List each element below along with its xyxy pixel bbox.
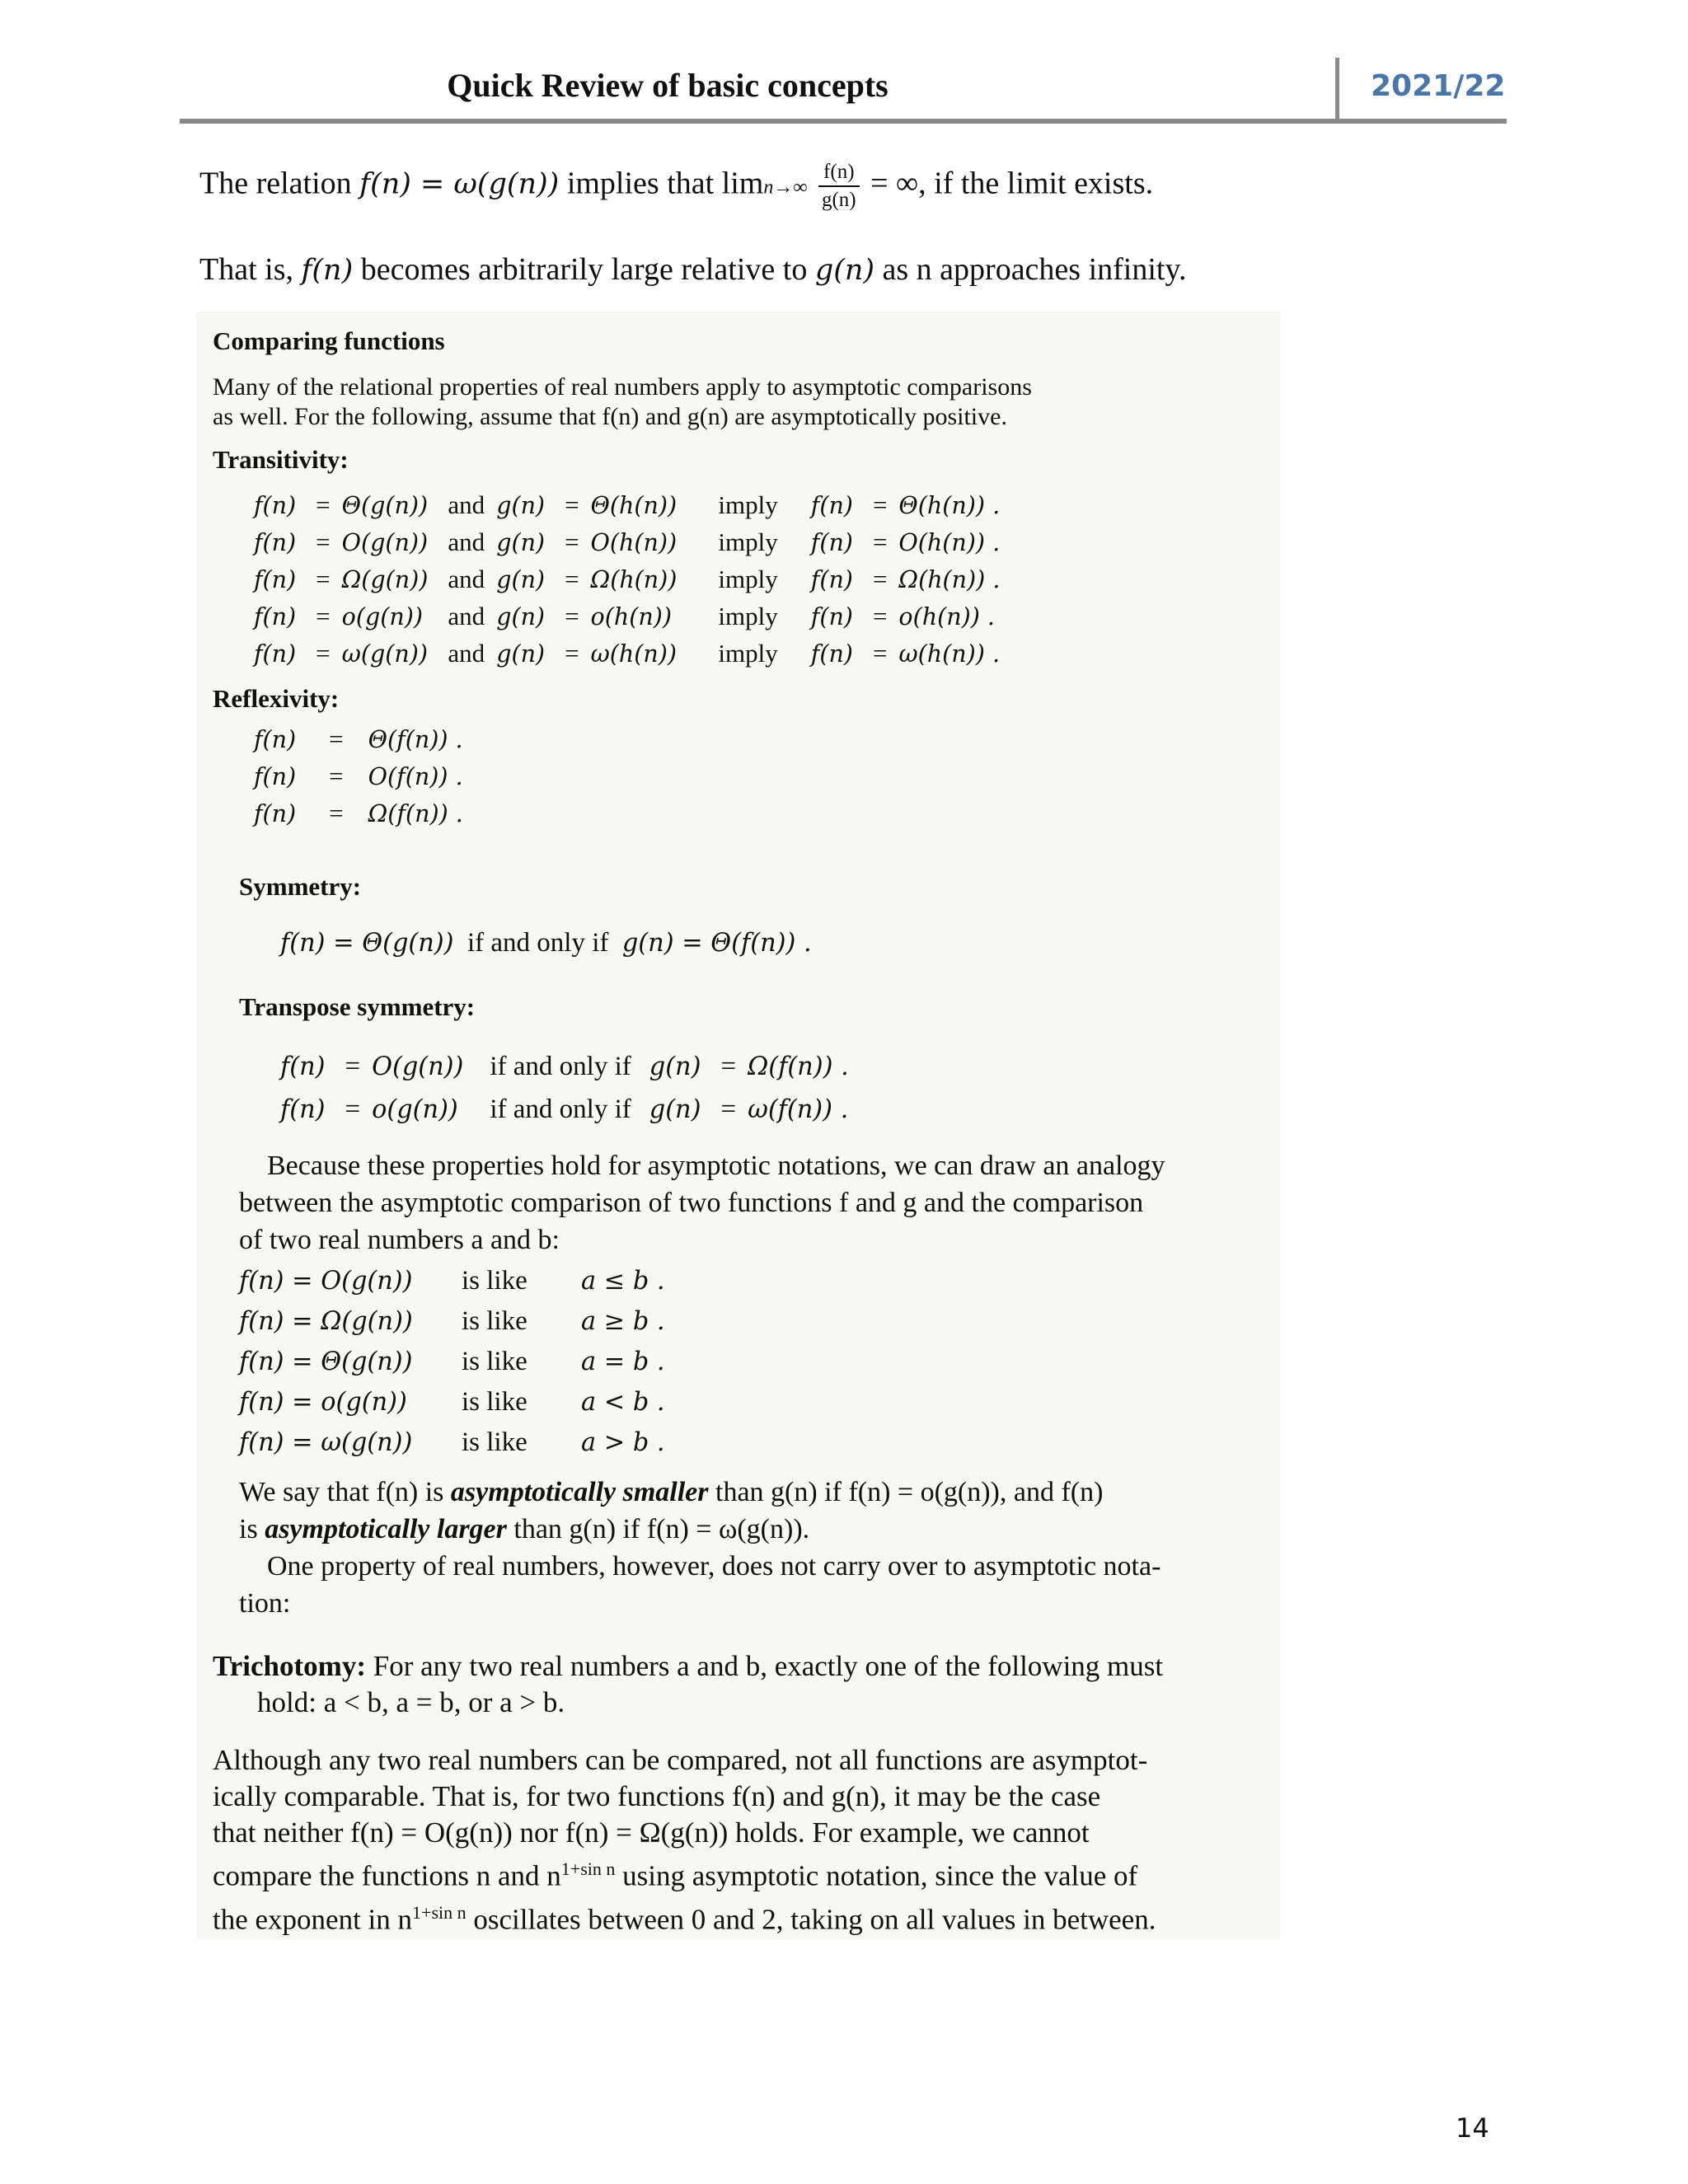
cell: = [872, 638, 888, 668]
cell: o(g(n)) [341, 602, 423, 630]
exponent: 1+sin n [412, 1901, 467, 1923]
cell: = [316, 601, 331, 630]
cell: = [720, 1094, 737, 1124]
cell: f(n) [254, 565, 297, 593]
transpose-row [280, 1088, 857, 1131]
emphasis: asymptotically smaller [450, 1477, 709, 1507]
text: the exponent in n [213, 1903, 413, 1936]
that-is-text-b: becomes arbitrarily large relative to [360, 252, 808, 287]
cell: imply [718, 601, 778, 630]
fraction-numerator: f(n) [818, 161, 860, 187]
analogy-line-2: between the asymptotic comparison of two functions f and g and the comparison [239, 1188, 1144, 1218]
cell: ω(g(n)) [341, 640, 429, 668]
cell: Ω(g(n)) [341, 565, 429, 593]
cell: a ≤ b . [581, 1267, 665, 1296]
header-divider [1335, 58, 1339, 122]
cell: f(n) [254, 640, 297, 668]
cell: g(n) [649, 1094, 701, 1124]
cell: f(n) [280, 1094, 326, 1124]
cell: if and only if [490, 1051, 631, 1081]
comparing-paragraph [213, 373, 1276, 432]
text: compare the functions n and n [213, 1859, 561, 1892]
comparing-line-1: Many of the relational properties of real numbers apply to asymptotic comparisons [213, 373, 1032, 401]
cell: is like [462, 1387, 528, 1417]
cell: f(n) = o(g(n)) [239, 1388, 407, 1417]
cell: Θ(f(n)) . [368, 725, 463, 753]
transpose-heading: Transpose symmetry: [239, 992, 476, 1021]
cell: g(n) [496, 565, 546, 593]
reflexivity-table [254, 720, 471, 832]
header-title: Quick Review of basic concepts [447, 67, 889, 104]
cell: f(n) [280, 1052, 326, 1081]
cell: imply [718, 638, 778, 668]
limit-subscript: n→∞ [763, 176, 808, 199]
text: than g(n) if f(n) = o(g(n)), and f(n) [715, 1477, 1104, 1507]
cell: g(n) [496, 640, 546, 668]
cell: = [316, 638, 331, 668]
analogy-line-3: of two real numbers a and b: [239, 1225, 560, 1255]
transitivity-heading: Transitivity: [213, 445, 349, 474]
analogy-line-1: Because these properties hold for asymptotic notations, we can draw an analogy [267, 1151, 1165, 1181]
closing-paragraph [213, 1742, 1276, 1938]
analogy-row [239, 1342, 673, 1382]
cell: is like [462, 1347, 528, 1376]
cell: f(n) [810, 640, 853, 668]
cell: is like [462, 1266, 528, 1296]
that-is-text-a: That is, [199, 252, 293, 287]
trichotomy-line-2: hold: a < b, a = b, or a > b. [257, 1686, 565, 1718]
cell: is like [462, 1306, 528, 1336]
text: using asymptotic notation, since the value of [622, 1859, 1138, 1892]
cell: Ω(h(n)) . [898, 565, 1001, 593]
symmetry-right: g(n) = Θ(f(n)) . [621, 929, 812, 958]
cell: f(n) = O(g(n)) [239, 1267, 413, 1296]
trichotomy-paragraph [213, 1648, 1276, 1721]
transitivity-row [254, 635, 1008, 672]
cell: = [872, 601, 888, 630]
cell: f(n) [810, 491, 853, 519]
cell: f(n) [254, 725, 297, 753]
cell: Θ(h(n)) . [898, 491, 1001, 519]
cell: = [565, 601, 579, 630]
analogy-row [239, 1422, 673, 1463]
cell: Ω(f(n)) . [748, 1052, 849, 1081]
cell: O(f(n)) . [368, 762, 463, 790]
cell: Ω(h(n)) [590, 565, 678, 593]
cell: f(n) [254, 602, 297, 630]
cell: and [448, 601, 485, 630]
reflexivity-row [254, 757, 471, 794]
transitivity-row [254, 598, 1008, 635]
cell: = [345, 1051, 361, 1081]
closing-line-1: Although any two real numbers can be compared, not all functions are asymptot- [213, 1744, 1148, 1776]
cell: O(g(n)) [372, 1052, 464, 1081]
symmetry-heading: Symmetry: [239, 872, 362, 901]
cell: f(n) [254, 762, 297, 790]
cell: f(n) [810, 602, 853, 630]
cell: f(n) = ω(g(n)) [239, 1428, 413, 1457]
asymptotic-size-line-2 [239, 1511, 1269, 1548]
cell: g(n) [496, 602, 546, 630]
transitivity-row [254, 523, 1008, 560]
closing-line-3: that neither f(n) = O(g(n)) nor f(n) = Ω(g(n)) holds. For example, we cannot [213, 1816, 1090, 1849]
reflexivity-heading: Reflexivity: [213, 684, 340, 713]
page-number: 14 [1456, 2112, 1489, 2144]
transpose-row [280, 1045, 857, 1088]
cell: = [720, 1051, 737, 1081]
comparing-line-2: as well. For the following, assume that f(n) and g(n) are asymptotically positive. [213, 403, 1007, 430]
fraction-denominator: g(n) [821, 189, 856, 211]
closing-line-5 [213, 1895, 1276, 1938]
cell: = [316, 564, 331, 593]
text: than g(n) if f(n) = ω(g(n)). [513, 1514, 810, 1544]
closing-line-4 [213, 1851, 1276, 1895]
reflexivity-row [254, 794, 471, 832]
exponent: 1+sin n [560, 1858, 616, 1879]
cell: g(n) [496, 528, 546, 556]
cell: and [448, 564, 485, 593]
symmetry-mid: if and only if [467, 928, 609, 958]
cell: a = b . [581, 1347, 665, 1376]
reflexivity-row [254, 720, 471, 757]
cell: O(h(n)) [590, 528, 678, 556]
analogy-row [239, 1261, 673, 1301]
cell: = [316, 527, 331, 556]
cell: imply [718, 490, 778, 519]
symmetry-left: f(n) = Θ(g(n)) [280, 929, 454, 958]
analogy-row [239, 1382, 673, 1422]
cell: if and only if [490, 1094, 631, 1124]
transitivity-row [254, 486, 1008, 523]
omega-mid-text: implies that lim [566, 166, 764, 201]
cell: Θ(h(n)) [590, 491, 678, 519]
cell: O(g(n)) [341, 528, 429, 556]
text: oscillates between 0 and 2, taking on all values in between. [473, 1903, 1156, 1936]
comparing-heading: Comparing functions [213, 326, 445, 355]
closing-line-2: ically comparable. That is, for two functions f(n) and g(n), it may be the case [213, 1780, 1101, 1812]
cell: = [345, 1094, 361, 1124]
cell: and [448, 638, 485, 668]
symmetry-statement [280, 928, 812, 958]
cell: imply [718, 527, 778, 556]
transitivity-table [254, 486, 1008, 672]
asymptotic-size-line-3: One property of real numbers, however, does not carry over to asymptotic nota- [267, 1551, 1161, 1582]
cell: = [316, 490, 331, 519]
trichotomy-heading: Trichotomy: [213, 1650, 366, 1682]
header-year: 2021/22 [1371, 69, 1506, 103]
cell: f(n) = Ω(g(n)) [239, 1307, 413, 1336]
cell: O(h(n)) . [898, 528, 1001, 556]
omega-expression: f(n) = ω(g(n)) [359, 167, 560, 201]
text: is [239, 1514, 258, 1544]
omega-lead-text: The relation [199, 166, 352, 201]
cell: o(g(n)) [372, 1094, 458, 1124]
cell: = [565, 564, 579, 593]
trichotomy-line-1: For any two real numbers a and b, exactly one of the following must [373, 1650, 1164, 1682]
header-rule [180, 119, 1507, 124]
cell: a > b . [581, 1428, 665, 1457]
that-is-f: f(n) [301, 254, 354, 287]
that-is-line [199, 251, 1187, 288]
cell: ω(f(n)) . [748, 1094, 849, 1124]
emphasis: asymptotically larger [265, 1514, 507, 1544]
cell: a ≥ b . [581, 1307, 665, 1336]
cell: o(h(n)) . [898, 602, 995, 630]
cell: f(n) [254, 491, 297, 519]
cell: Ω(f(n)) . [368, 799, 463, 827]
cell: = [565, 638, 579, 668]
asymptotic-size-line-1 [239, 1474, 1269, 1511]
cell: f(n) [254, 528, 297, 556]
cell: = [872, 527, 888, 556]
cell: = [329, 761, 344, 790]
cell: is like [462, 1427, 528, 1457]
cell: f(n) [254, 799, 297, 827]
cell: = [872, 564, 888, 593]
cell: g(n) [496, 491, 546, 519]
omega-definition-line [199, 161, 1153, 212]
transpose-table [280, 1045, 857, 1131]
cell: a < b . [581, 1388, 665, 1417]
cell: = [565, 490, 579, 519]
transitivity-row [254, 560, 1008, 598]
limit-fraction [818, 161, 860, 212]
that-is-text-c: as n approaches infinity. [882, 252, 1187, 287]
cell: o(h(n)) [590, 602, 672, 630]
cell: Θ(g(n)) [341, 491, 429, 519]
cell: g(n) [649, 1052, 701, 1081]
cell: and [448, 527, 485, 556]
asymptotic-size-paragraph [239, 1474, 1269, 1622]
analogy-paragraph [239, 1147, 1269, 1258]
that-is-g: g(n) [814, 254, 875, 287]
cell: ω(h(n)) [590, 640, 678, 668]
analogy-row [239, 1301, 673, 1342]
cell: imply [718, 564, 778, 593]
cell: ω(h(n)) . [898, 640, 1001, 668]
analogy-table [239, 1261, 673, 1463]
text: We say that f(n) is [239, 1477, 444, 1507]
cell: = [329, 798, 344, 827]
cell: f(n) = Θ(g(n)) [239, 1347, 413, 1376]
cell: f(n) [810, 528, 853, 556]
omega-tail-text: = ∞, if the limit exists. [870, 166, 1154, 201]
cell: and [448, 490, 485, 519]
cell: = [565, 527, 579, 556]
cell: = [329, 724, 344, 753]
cell: f(n) [810, 565, 853, 593]
cell: = [872, 490, 888, 519]
asymptotic-size-line-4: tion: [239, 1588, 291, 1619]
